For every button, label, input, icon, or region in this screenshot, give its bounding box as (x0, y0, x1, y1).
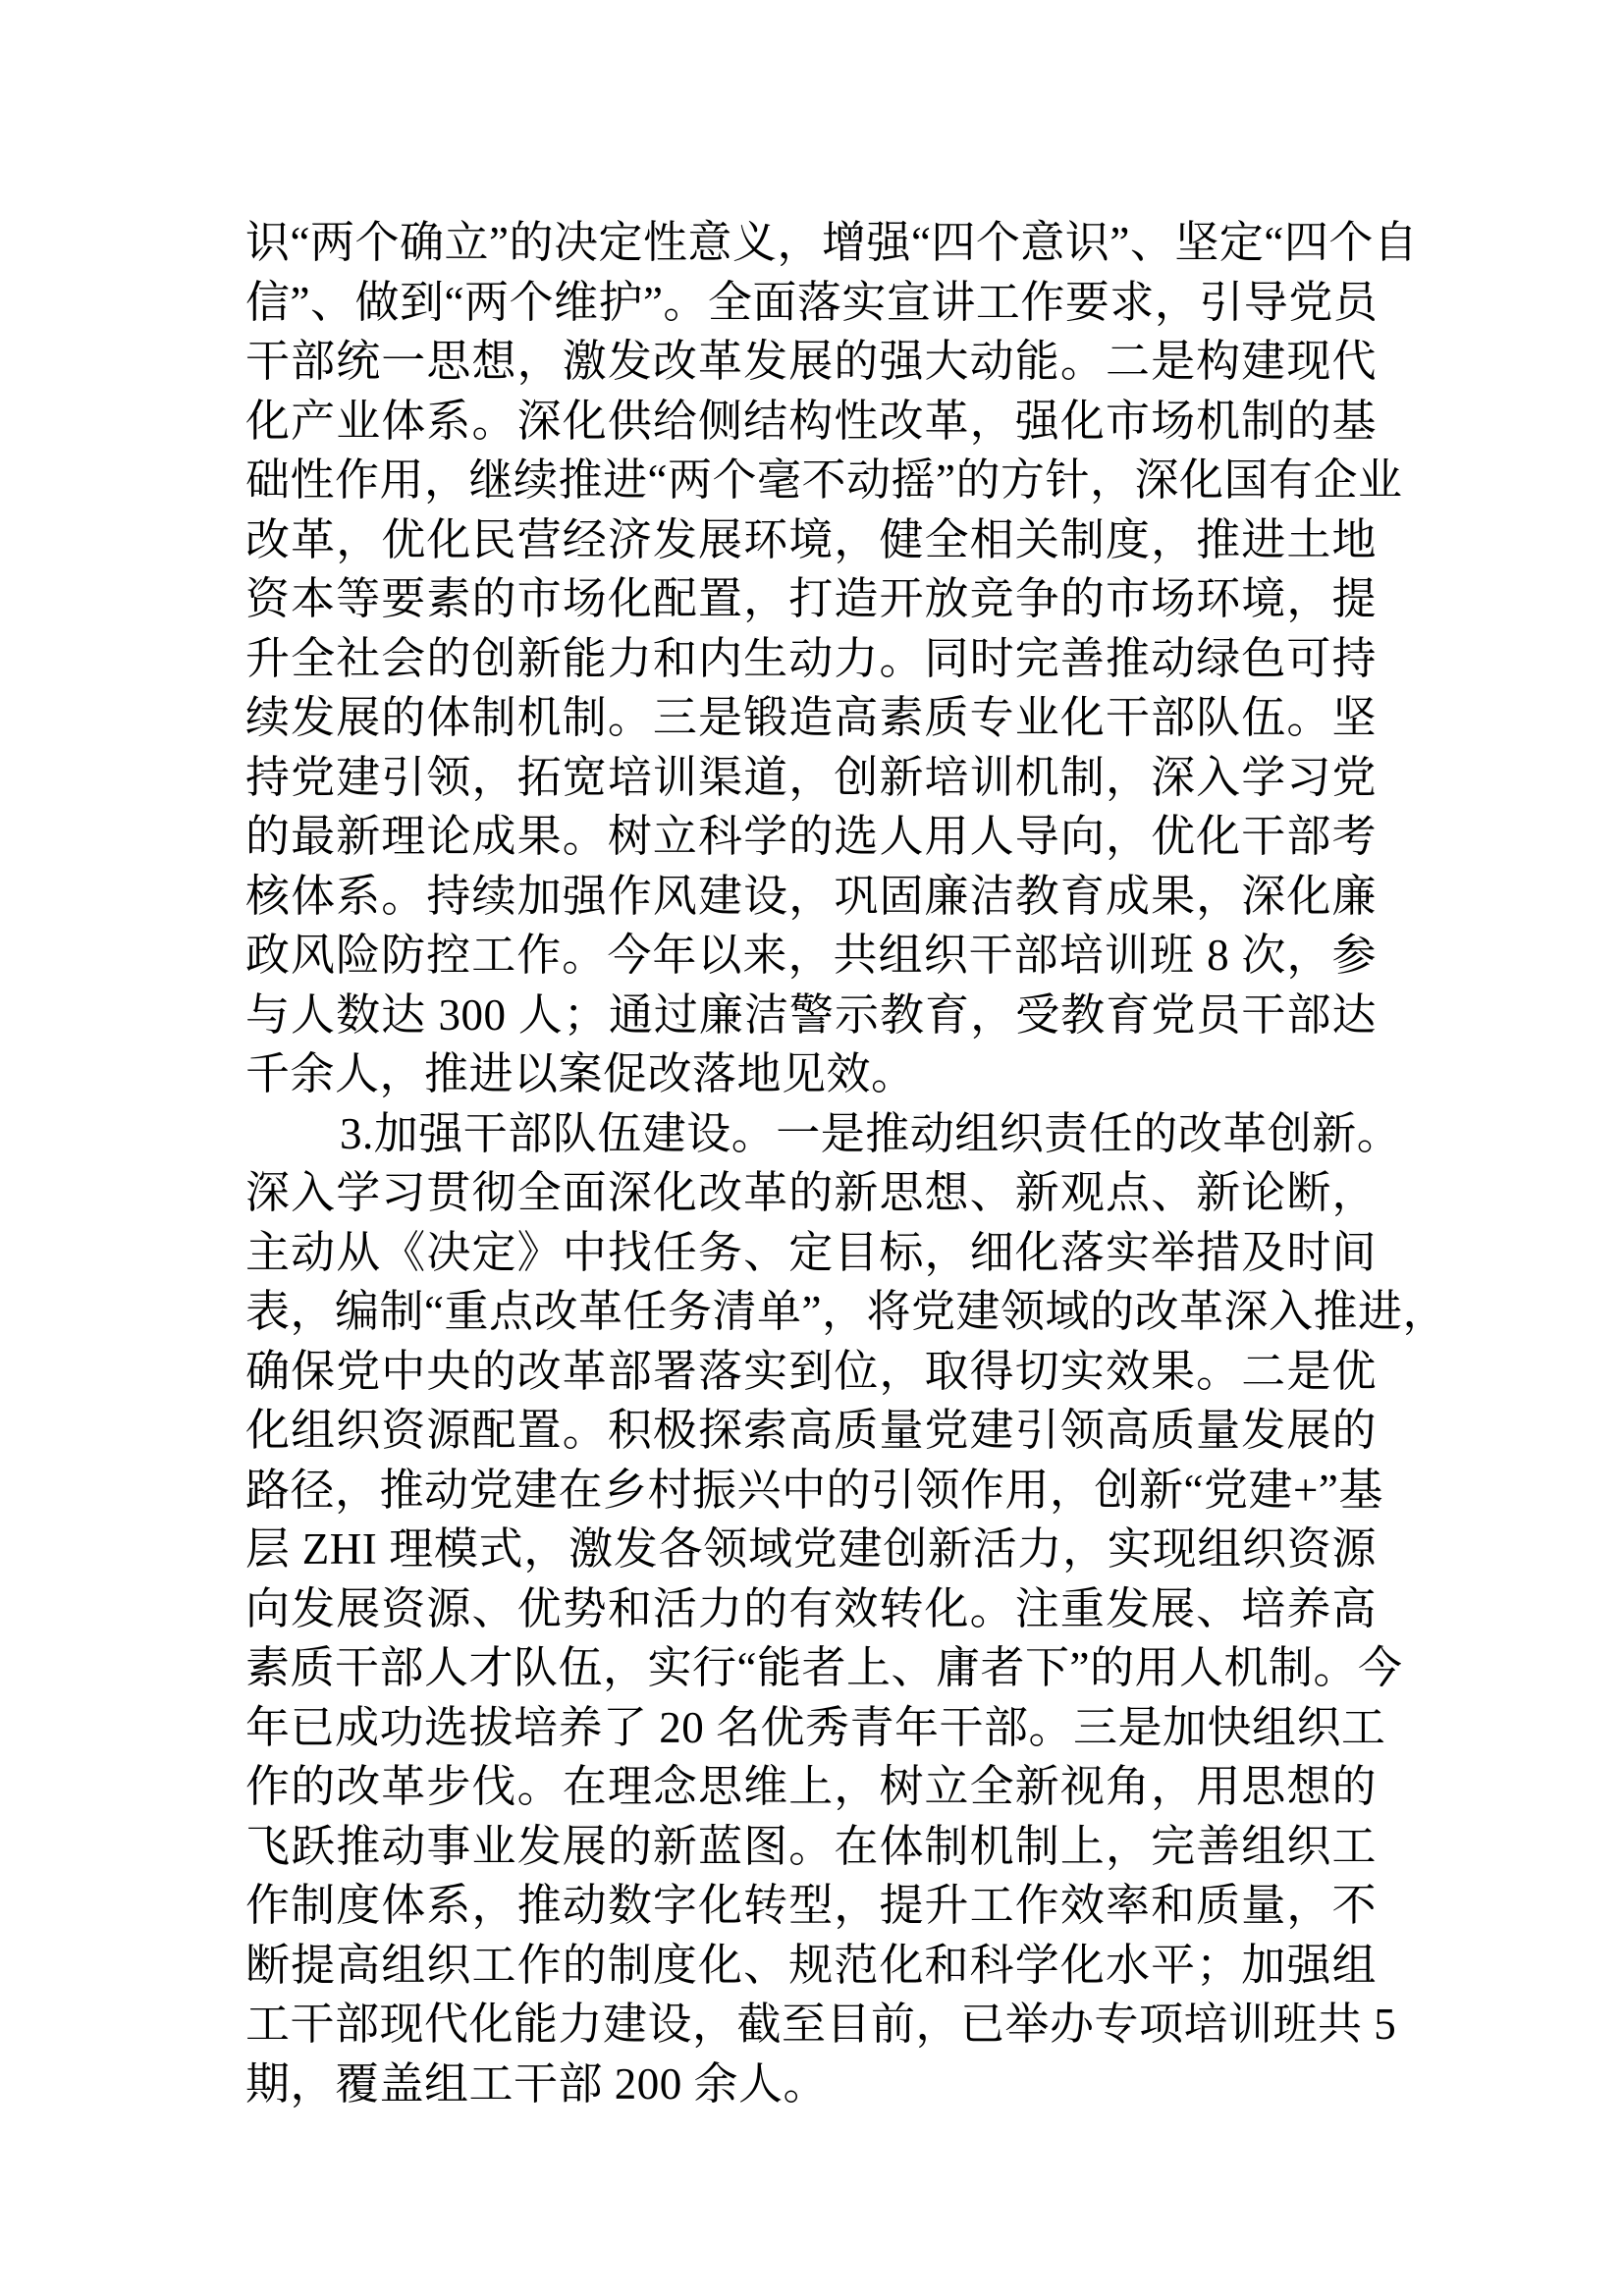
text-line: 升全社会的创新能力和内生动力。同时完善推动绿色可持 (245, 633, 1377, 683)
text-line: 化产业体系。深化供给侧结构性改革，强化市场机制的基 (245, 396, 1377, 446)
text-line: 信”、做到“两个维护”。全面落实宣讲工作要求，引导党员 (245, 277, 1379, 327)
text-line: 深入学习贯彻全面深化改革的新思想、新观点、新论断， (245, 1168, 1377, 1217)
text-line: 政风险防控工作。今年以来，共组织干部培训班 8 次，参 (245, 931, 1377, 980)
text-line: 资本等要素的市场化配置，打造开放竞争的市场环境，提 (245, 574, 1377, 623)
text-line: 断提高组织工作的制度化、规范化和科学化水平；加强组 (245, 1940, 1377, 1990)
text-line: 工干部现代化能力建设，截至目前，已举办专项培训班共 5 (245, 2000, 1397, 2049)
text-line: 确保党中央的改革部署落实到位，取得切实效果。二是优 (245, 1346, 1377, 1396)
text-line: 识“两个确立”的决定性意义，增强“四个意识”、坚定“四个自 (245, 218, 1419, 267)
text-line: 作的改革步伐。在理念思维上，树立全新视角，用思想的 (245, 1762, 1377, 1811)
text-line: 化组织资源配置。积极探索高质量党建引领高质量发展的 (245, 1406, 1377, 1455)
text-line: 改革，优化民营经济发展环境，健全相关制度，推进土地 (245, 514, 1377, 564)
text-line: 核体系。持续加强作风建设，巩固廉洁教育成果，深化廉 (245, 871, 1377, 921)
document-body (245, 213, 1447, 2113)
text-line: 的最新理论成果。树立科学的选人用人导向，优化干部考 (245, 812, 1377, 861)
text-line: 持党建引领，拓宽培训渠道，创新培训机制，深入学习党 (245, 752, 1377, 802)
text-line: 础性作用，继续推进“两个毫不动摇”的方针，深化国有企业 (245, 455, 1403, 505)
text-line: 路径，推动党建在乡村振兴中的引领作用，创新“党建+”基 (245, 1465, 1383, 1515)
text-line: 层 ZHI 理模式，激发各领域党建创新活力，实现组织资源 (245, 1524, 1377, 1574)
text-line: 表，编制“重点改革任务清单”，将党建领域的改革深入推进， (245, 1287, 1447, 1336)
text-line: 年已成功选拔培养了 20 名优秀青年干部。三是加快组织工 (245, 1702, 1386, 1752)
text-line: 作制度体系，推动数字化转型，提升工作效率和质量，不 (245, 1881, 1377, 1930)
text-line: 期，覆盖组工干部 200 余人。 (245, 2058, 829, 2109)
text-line: 主动从《决定》中找任务、定目标，细化落实举措及时间 (245, 1227, 1377, 1277)
text-line: 素质干部人才队伍，实行“能者上、庸者下”的用人机制。今 (245, 1643, 1403, 1692)
text-line: 3.加强干部队伍建设。一是推动组织责任的改革创新。 (340, 1108, 1402, 1158)
text-line: 飞跃推动事业发展的新蓝图。在体制机制上，完善组织工 (245, 1821, 1377, 1871)
text-line: 千余人，推进以案促改落地见效。 (245, 1049, 916, 1098)
text-line: 干部统一思想，激发改革发展的强大动能。二是构建现代 (245, 337, 1377, 386)
text-line: 续发展的体制机制。三是锻造高素质专业化干部队伍。坚 (245, 693, 1377, 742)
text-line: 向发展资源、优势和活力的有效转化。注重发展、培养高 (245, 1583, 1377, 1633)
text-line: 与人数达 300 人；通过廉洁警示教育，受教育党员干部达 (245, 989, 1377, 1040)
